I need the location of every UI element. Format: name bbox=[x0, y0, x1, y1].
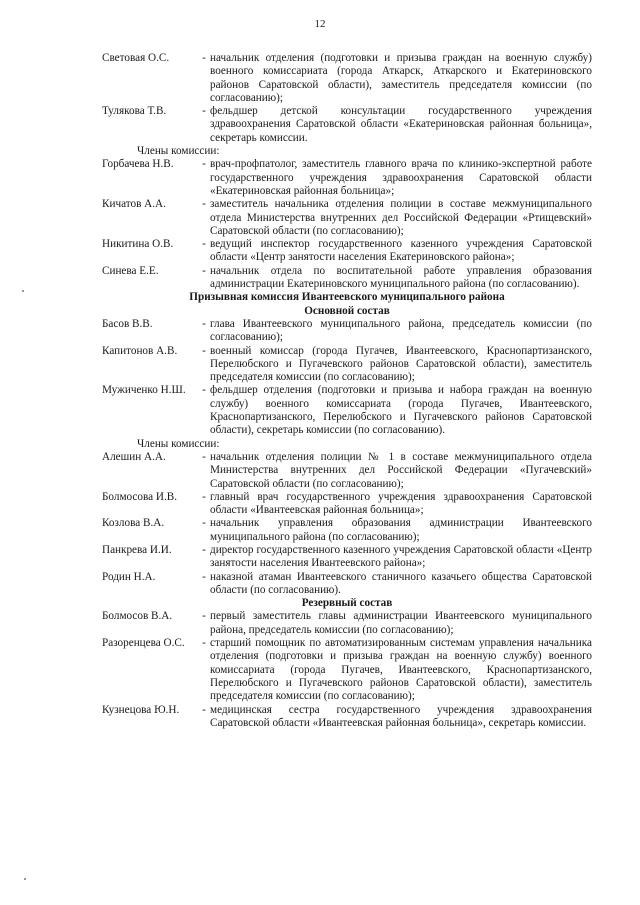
entry-row bbox=[102, 238, 592, 265]
entry-row bbox=[102, 384, 592, 437]
entry-row bbox=[102, 610, 592, 637]
dash: - bbox=[202, 238, 206, 251]
member-role: врач-профпатолог, заместитель главного врача по клинико-экспертной работе государственного учреждения здравоохранения Саратовской области «Екатериновская районная больница»; bbox=[210, 158, 592, 197]
member-name: Родин Н.А. bbox=[102, 570, 156, 583]
entry-row bbox=[102, 52, 592, 105]
member-name: Капитонов А.В. bbox=[102, 344, 178, 357]
entry-row bbox=[102, 637, 592, 703]
entry-row bbox=[102, 345, 592, 385]
member-role: наказной атаман Ивантеевского станичного казачьего общества Саратовской области (по согласованию). bbox=[210, 570, 592, 596]
member-role: начальник управления образования администрации Ивантеевского муниципального района (по согласованию); bbox=[210, 517, 592, 543]
member-name: Болмосова И.В. bbox=[102, 490, 177, 503]
entry-row bbox=[102, 571, 592, 598]
member-name: Разоренцева О.С. bbox=[102, 637, 185, 650]
dash: - bbox=[202, 703, 206, 716]
member-name: Никитина О.В. bbox=[102, 238, 174, 251]
reserve-composition-title: Резервный состав bbox=[301, 597, 393, 610]
dash: - bbox=[202, 450, 206, 463]
member-role: глава Ивантеевского муниципального района, председатель комиссии (по согласованию); bbox=[210, 317, 592, 344]
member-role: ведущий инспектор государственного казенного учреждения Саратовской области «Центр занятости населения Екатериновского района»; bbox=[210, 238, 592, 264]
entry-row bbox=[102, 158, 592, 198]
member-name: Панкрева И.И. bbox=[102, 543, 172, 556]
member-name: Алешин А.А. bbox=[102, 450, 166, 463]
scan-speck bbox=[24, 878, 26, 880]
entry-row bbox=[102, 105, 592, 145]
member-role: старший помощник по автоматизированным системам управления начальника отделения (подготовки и призыва граждан на военную службу) военного комиссариата (города Пугачев, Ивантеевского, Краснопартизанского, Перелюбского и Пугачевского районов Саратовской области), заместитель председателя комиссии (по согласованию); bbox=[210, 637, 592, 703]
member-name: Басов В.В. bbox=[102, 317, 153, 330]
section1-lead bbox=[102, 52, 592, 145]
document-body bbox=[102, 52, 592, 730]
member-role: начальник отделения (подготовки и призыва граждан на военную службу) военного комиссариата (города Аткарск, Аткарского и Екатериновского районов Саратовской области), заместитель председателя комиссии (по согласованию); bbox=[210, 52, 592, 104]
dash: - bbox=[202, 344, 206, 357]
entry-row bbox=[102, 265, 592, 292]
member-role: фельдшер отделения (подготовки и призыва и набора граждан на военную службу) военного комиссариата (города Пугачев, Ивантеевского, Краснопартизанского, Перелюбского и Пугачевского районов Саратовской области), секретарь комиссии (по согласованию). bbox=[210, 384, 592, 437]
scan-speck bbox=[22, 290, 24, 292]
commission-title: Призывная комиссия Ивантеевского муниципального района bbox=[189, 291, 505, 304]
main-composition-title: Основной состав bbox=[304, 304, 390, 317]
member-name: Тулякова Т.В. bbox=[102, 105, 167, 118]
section2-lead bbox=[102, 318, 592, 438]
member-role: фельдшер детской консультации государственного учреждения здравоохранения Саратовской области «Екатериновская районная больница», секретарь комиссии. bbox=[210, 105, 592, 144]
dash: - bbox=[202, 384, 206, 397]
entry-row bbox=[102, 451, 592, 491]
entry-row bbox=[102, 318, 592, 345]
dash: - bbox=[202, 158, 206, 171]
member-name: Световая О.С. bbox=[102, 52, 170, 64]
member-name: Козлова В.А. bbox=[102, 517, 165, 530]
dash: - bbox=[202, 637, 206, 650]
member-role: заместитель начальника отделения полиции в составе межмуниципального отдела Министерства внутренних дел Российской Федерации «Ртищевский» Саратовской области (по согласованию); bbox=[210, 198, 592, 237]
entry-row bbox=[102, 544, 592, 571]
section2-members bbox=[102, 451, 592, 597]
members-label: Члены комиссии: bbox=[137, 145, 220, 158]
section2-reserve bbox=[102, 610, 592, 730]
entry-row bbox=[102, 704, 592, 731]
entry-row bbox=[102, 198, 592, 238]
member-role: медицинская сестра государственного учреждения здравоохранения Саратовской области «Ивантеевская районная больница», секретарь комиссии. bbox=[210, 703, 592, 729]
member-name: Кичатов А.А. bbox=[102, 198, 166, 211]
member-role: начальник отделения полиции № 1 в составе межмуниципального отдела Министерства внутренних дел Российской Федерации «Пугачевский» Саратовской области (по согласованию); bbox=[210, 450, 592, 490]
member-role: начальник отдела по воспитательной работе управления образования администрации Екатериновского муниципального района (по согласованию). bbox=[210, 264, 592, 291]
dash: - bbox=[202, 52, 206, 64]
dash: - bbox=[202, 198, 206, 211]
member-role: первый заместитель главы администрации Ивантеевского муниципального района, председатель комиссии (по согласованию); bbox=[210, 610, 592, 636]
member-name: Горбачева Н.В. bbox=[102, 158, 174, 171]
page-number: 12 bbox=[314, 18, 326, 30]
dash: - bbox=[202, 490, 206, 503]
dash: - bbox=[202, 517, 206, 530]
member-role: главный врач государственного учреждения здравоохранения Саратовской области «Ивантеевская районная больница»; bbox=[210, 490, 592, 517]
members-label: Члены комиссии: bbox=[137, 437, 220, 450]
section1-members bbox=[102, 158, 592, 291]
entry-row bbox=[102, 517, 592, 544]
dash: - bbox=[202, 570, 206, 583]
member-name: Мужиченко Н.Ш. bbox=[102, 384, 186, 397]
entry-row bbox=[102, 491, 592, 518]
dash: - bbox=[202, 610, 206, 623]
member-name: Болмосов В.А. bbox=[102, 610, 173, 623]
dash: - bbox=[202, 105, 206, 118]
dash: - bbox=[202, 317, 206, 330]
dash: - bbox=[202, 264, 206, 277]
member-role: директор государственного казенного учреждения Саратовской области «Центр занятости населения Ивантеевского района»; bbox=[210, 543, 592, 570]
dash: - bbox=[202, 543, 206, 556]
member-name: Синева Е.Е. bbox=[102, 264, 159, 277]
member-name: Кузнецова Ю.Н. bbox=[102, 703, 180, 716]
member-role: военный комиссар (города Пугачев, Ивантеевского, Краснопартизанского, Перелюбского и Пугачевского районов Саратовской области), заместитель председателя комиссии (по согласованию); bbox=[210, 344, 592, 384]
